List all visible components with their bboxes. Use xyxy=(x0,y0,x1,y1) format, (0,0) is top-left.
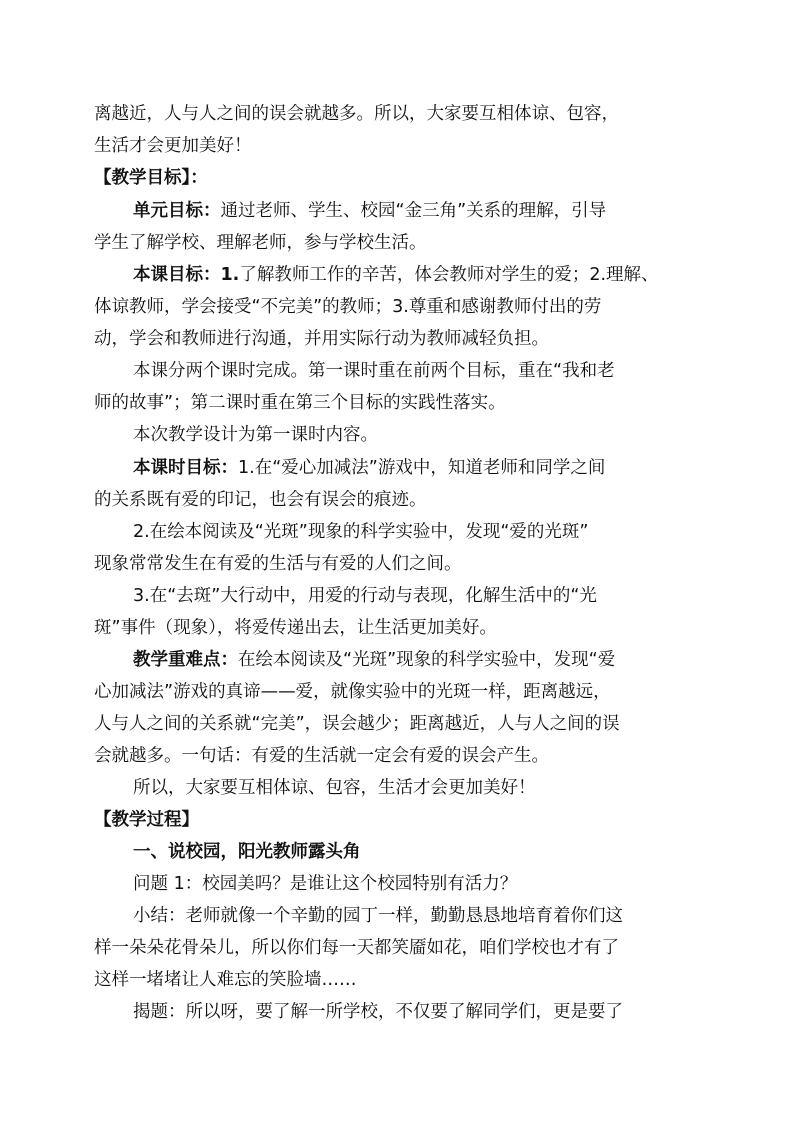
goal-3-line-2: 斑”事件（现象），将爱传递出去，让生活更加美好。 xyxy=(94,618,497,638)
period-objective-text: 1.在“爱心加减法”游戏中，知道老师和同学之间 xyxy=(238,458,606,478)
reveal-topic-line-1: 揭题：所以呀，要了解一所学校，不仅要了解同学们，更是要了 xyxy=(133,1002,623,1022)
intro-line-2: 生活才会更加美好！ xyxy=(94,136,252,156)
goal-3-line-1: 3.在“去斑”大行动中，用爱的行动与表现，化解生活中的“光 xyxy=(133,586,597,606)
period-objective-label: 本课时目标： xyxy=(133,458,238,478)
goal-2-line-1: 2.在绘本阅读及“光斑”现象的科学实验中，发现“爱的光斑” xyxy=(133,522,589,542)
lesson-objective-text: 了解教师工作的辛苦，体会教师对学生的爱；2.理解、 xyxy=(239,265,659,285)
unit-objective-text: 通过老师、学生、校园“金三角”关系的理解，引导 xyxy=(220,201,607,221)
goal-2-line-2: 现象常常发生在有爱的生活与有爱的人们之间。 xyxy=(94,554,462,574)
periods-line-2: 师的故事”；第二课时重在第三个目标的实践性落实。 xyxy=(94,393,506,413)
unit-objective-line-1 xyxy=(133,200,706,222)
summary-line-2: 样一朵朵花骨朵儿，所以你们每一天都笑靥如花，咱们学校也才有了 xyxy=(94,938,619,958)
key-difficulty-text: 在绘本阅读及“光斑”现象的科学实验中，发现“爱 xyxy=(238,650,616,670)
design-note: 本次教学设计为第一课时内容。 xyxy=(133,425,378,445)
summary-line-1: 小结：老师就像一个辛勤的园丁一样，勤勤恳恳地培育着你们这 xyxy=(133,906,623,926)
unit-objective-label: 单元目标： xyxy=(133,201,221,221)
key-difficulty-line-4: 会就越多。一句话：有爱的生活就一定会有爱的误会产生。 xyxy=(94,746,549,766)
summary-line-3: 这样一堵堵让人难忘的笑脸墙…… xyxy=(94,970,357,990)
question-1: 问题 1：校园美吗？是谁让这个校园特别有活力？ xyxy=(133,874,518,894)
process-heading: 【教学过程】 xyxy=(94,810,199,830)
unit-objective-line-2: 学生了解学校、理解老师，参与学校生活。 xyxy=(94,233,427,253)
period-objective-line-2: 的关系既有爱的印记，也会有误会的痕迹。 xyxy=(94,490,427,510)
lesson-objective-line-3: 动，学会和教师进行沟通，并用实际行动为教师减轻负担。 xyxy=(94,329,549,349)
key-difficulty-line-1 xyxy=(133,649,706,671)
intro-line-1: 离越近，人与人之间的误会就越多。所以，大家要互相体谅、包容， xyxy=(94,104,619,124)
periods-line-1: 本课分两个课时完成。第一课时重在前两个目标，重在“我和老 xyxy=(133,361,615,381)
lesson-objective-line-2: 体谅教师，学会接受“不完美”的教师；3.尊重和感谢教师付出的劳 xyxy=(94,297,602,317)
key-difficulty-line-2: 心加减法”游戏的真谛——爱，就像实验中的光斑一样，距离越远， xyxy=(94,682,611,702)
lesson-objective-label: 本课目标： xyxy=(133,265,221,285)
key-difficulty-line-3: 人与人之间的关系就“完美”，误会越少；距离越近，人与人之间的误 xyxy=(94,714,620,734)
section-1-title: 一、说校园，阳光教师露头角 xyxy=(133,842,361,862)
lesson-objective-line-1 xyxy=(133,264,706,286)
lesson-objective-number: 1. xyxy=(220,265,240,285)
objectives-heading: 【教学目标】： xyxy=(94,168,208,188)
key-difficulty-label: 教学重难点： xyxy=(133,650,238,670)
objectives-summary: 所以，大家要互相体谅、包容，生活才会更加美好！ xyxy=(133,778,536,798)
period-objective-line-1 xyxy=(133,457,706,479)
